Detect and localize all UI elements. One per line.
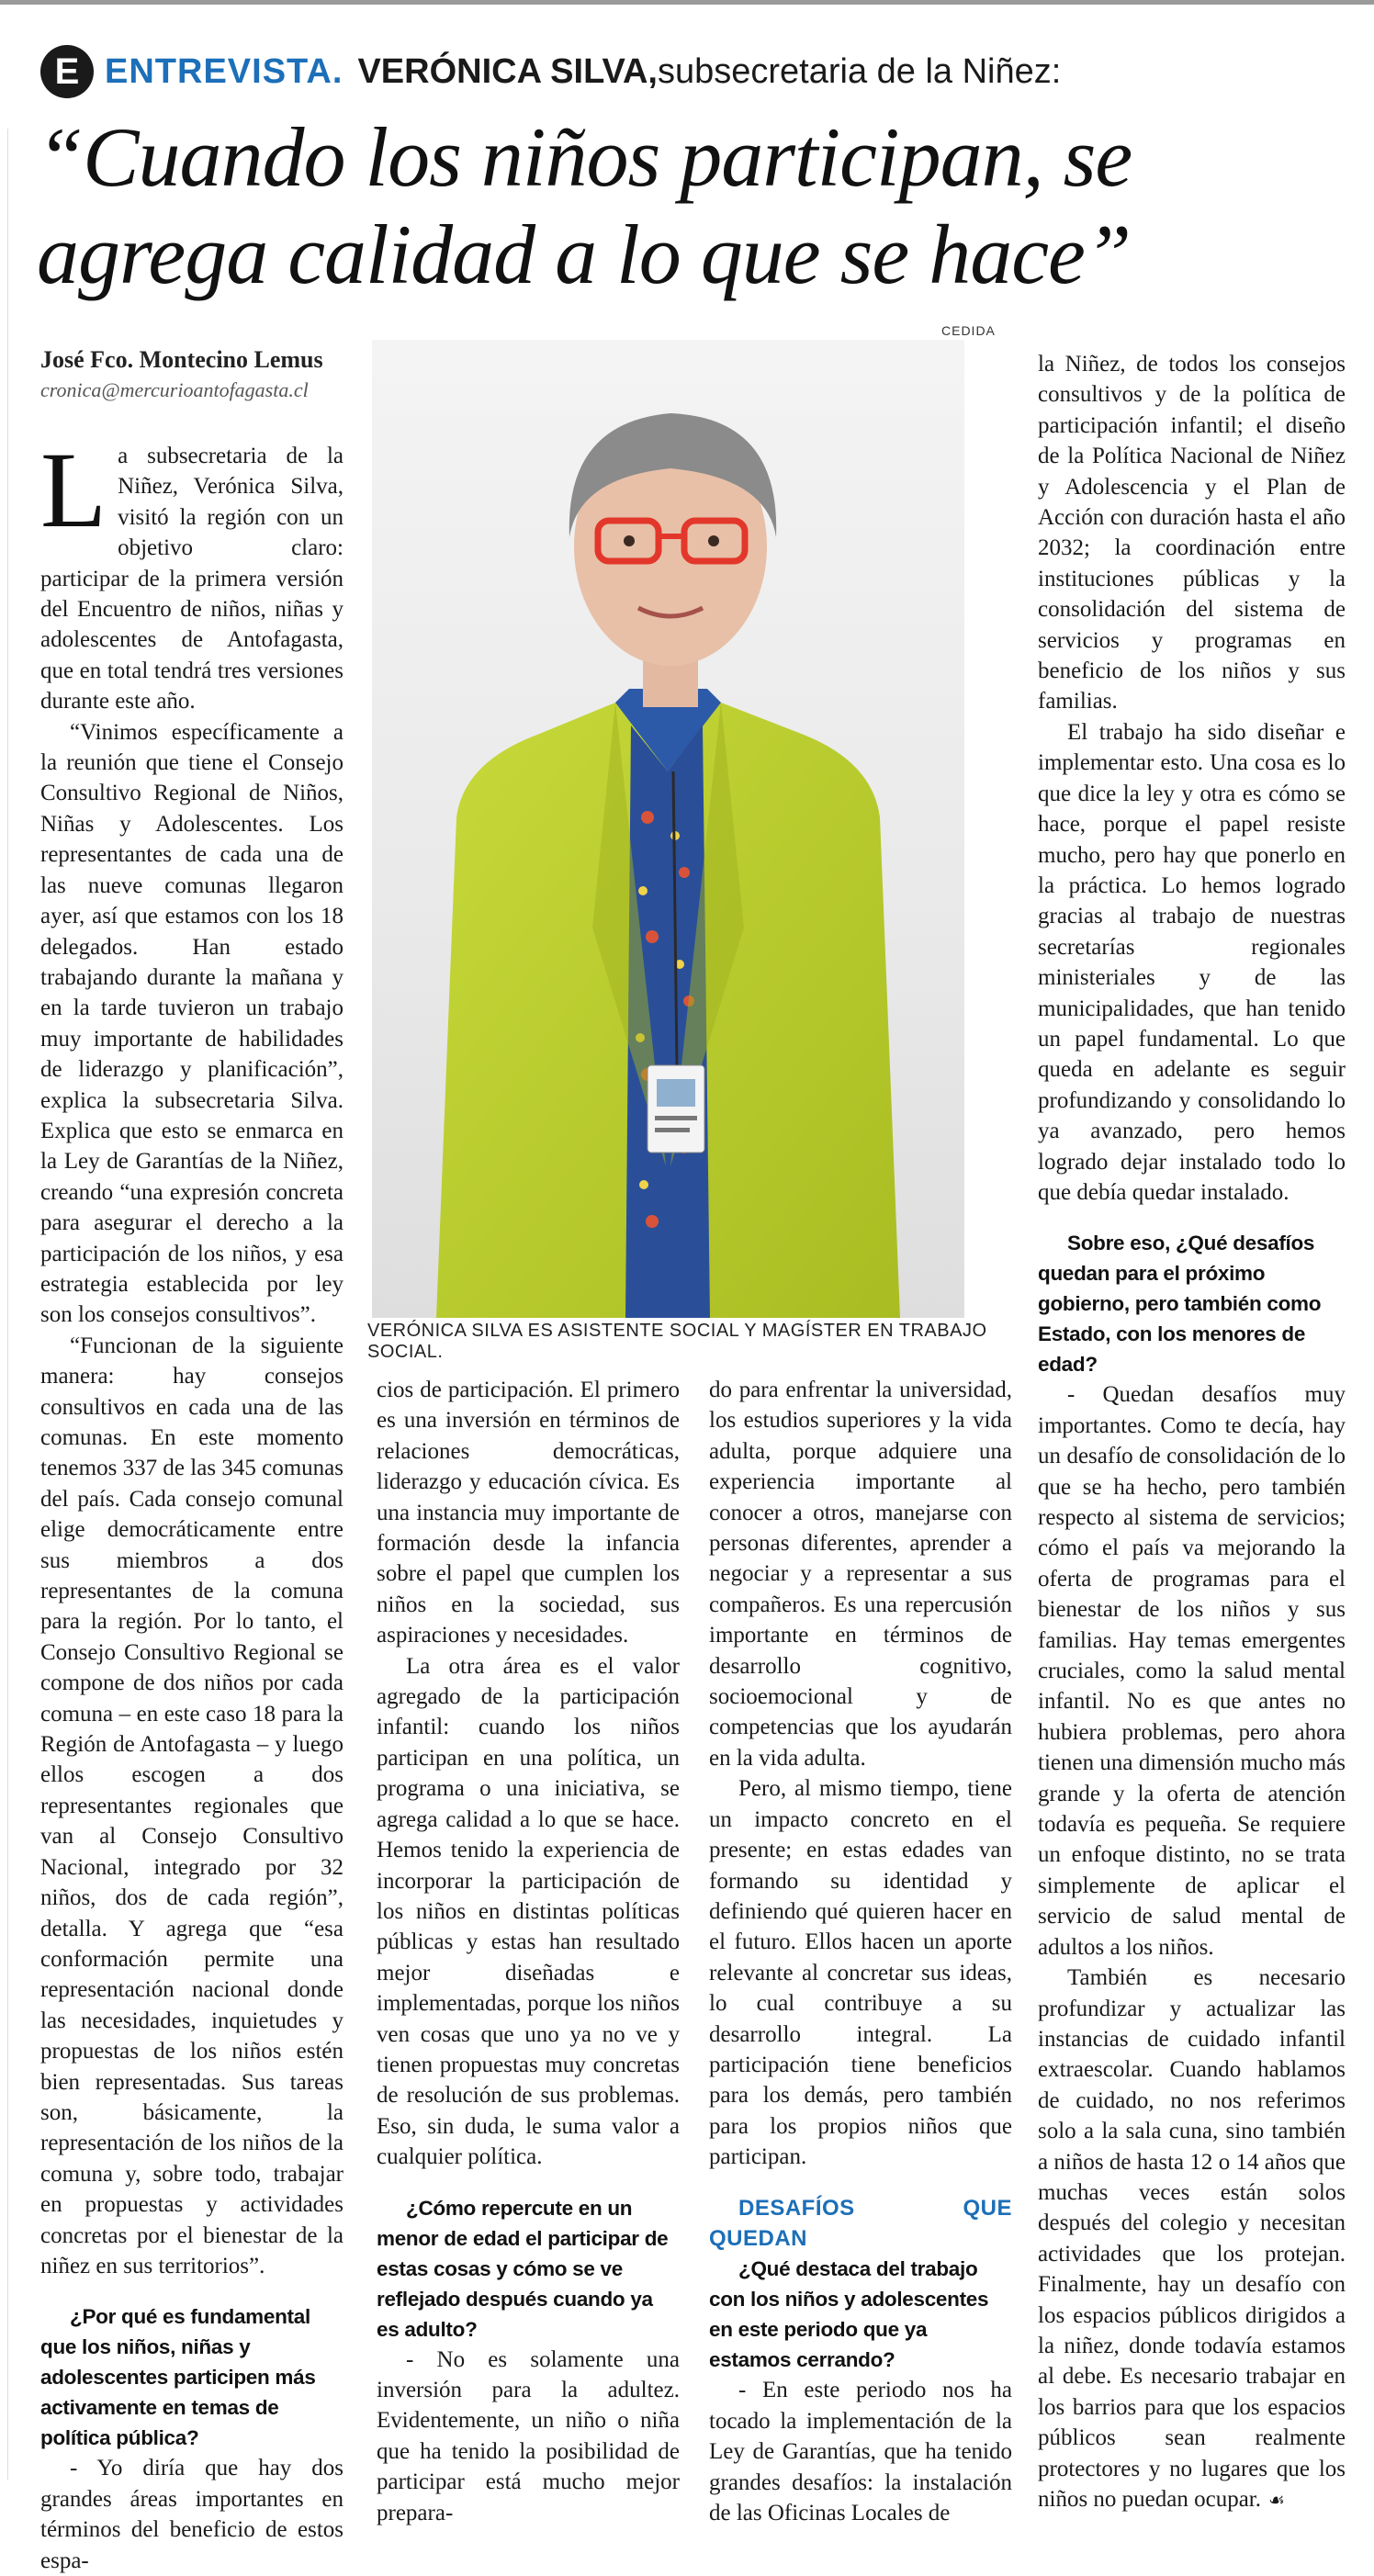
interviewee-name: VERÓNICA SILVA,	[357, 51, 658, 91]
interview-question: ¿Por qué es fundamental que los niños, niñas y adolescentes participen más activamente en temas de política pública?	[40, 2305, 316, 2450]
paragraph: “Vinimos específicamente a la reunión que tiene el Consejo Consultivo Regional de Niños, Niñas y Adolescentes. Los representantes de cada una de las nueve comunas llegaron ayer, así que estamos con los 18 delegados. Han estado trabajando durante la mañana y en la tarde tuvieron un trabajo muy importante de habilidades de liderazgo y planificación”, explica la subsecretaria Silva. Explica que esto se enmarca en la Ley de Garantías de la Niñez, creando “una expresión concreta para asegurar el derecho a la participación de los niños, y esa estrategia establecida por ley son los consejos consultivos”.	[40, 719, 344, 1328]
interview-question: ¿Cómo repercute en un menor de edad el participar de estas cosas y cómo se ve reflejado después cuando ya es adulto?	[377, 2196, 669, 2341]
photo-caption: VERÓNICA SILVA ES ASISTENTE SOCIAL Y MAGÍSTER EN TRABAJO SOCIAL.	[367, 1321, 987, 1362]
headline: “Cuando los niños participan, se agrega calidad a lo que se hace”	[37, 110, 1132, 301]
lead-paragraph	[40, 430, 344, 717]
drop-cap: L	[40, 430, 107, 550]
article-column-4	[1038, 349, 1346, 2515]
top-rule	[0, 0, 1374, 5]
article-column-1	[40, 430, 344, 2576]
paragraph: Pero, al mismo tiempo, tiene un impacto concreto en el presente; en estas edades van formando su identidad y definiendo qué quieren hacer en el futuro. Ellos hacen un aporte relevante al concretar sus ideas, lo cual contribuye a su desarrollo integral. La participación tiene beneficios para los demás, pero también para los propios niños que participan.	[709, 1776, 1012, 2170]
paragraph: la Niñez, de todos los consejos consultivos y de la política de participación infantil; el diseño de la Política Nacional de Niñez y Adolescencia y el Plan de Acción con duración hasta el año 2032; la coordinación entre instituciones públicas y la consolidación del sistema de servicios y programas en beneficio de los niños y sus familias.	[1038, 352, 1346, 714]
section-badge: E	[40, 45, 94, 98]
paragraph: cios de participación. El primero es una inversión en términos de relaciones democráticas, liderazgo y educación cívica. Es una instancia muy importante de formación desde la infancia sobre el papel que cumplen los niños en la sociedad, sus aspiraciones y necesidades.	[377, 1378, 680, 1648]
paragraph: - En este periodo nos ha tocado la implementación de la Ley de Garantías, que ha tenido grandes desafíos: la instalación de las Oficinas Locales de	[709, 2378, 1012, 2525]
closing-text: También es necesario profundizar y actualizar las instancias de cuidado infantil extraescolar. Cuando hablamos de cuidado, no nos referimos solo a la sala cuna, sino también a niños de hasta 12 o 14 años que muchas veces están solos después del colegio y necesitan actividades que los protejan. Finalmente, hay un desafío con los espacios públicos dirigidos a la niñez, donde todavía estamos al debe. Es necesario trabajar en los barrios para que los espacios públicos sean realmente protectores y no lugares que los niños no puedan ocupar.	[1038, 1965, 1346, 2512]
article-column-3	[709, 1375, 1012, 2528]
paragraph: - Yo diría que hay dos grandes áreas importantes en términos del beneficio de estos espa-	[40, 2456, 344, 2573]
paragraph	[1038, 1963, 1346, 2515]
paragraph: La otra área es el valor agregado de la participación infantil: cuando los niños participan en una política, un programa o una iniciativa, se agrega calidad a lo que se hace. Hemos tenido la experiencia de incorporar la participación de los niños en distintas políticas públicas y estas han resultado mejor diseñadas e implementadas, porque los niños ven cosas que uno ya no ve y tienen propuestas muy concretas de resolución de sus problemas. Eso, sin duda, le suma valor a cualquier política.	[377, 1653, 680, 2170]
subheading: DESAFÍOS QUE QUEDAN	[709, 2195, 1012, 2251]
adjacent-page-edge	[0, 129, 8, 2480]
portrait-illustration	[372, 340, 964, 1318]
lead-text: a subsecretaria de la Niñez, Verónica Silva, visitó la región con un objetivo claro: participar de la primera versión del Encuentro de niños, niñas y adolescentes de Antofagasta, que en total tendrá tres versiones durante este año.	[40, 444, 344, 714]
interview-question: Sobre eso, ¿Qué desafíos quedan para el próximo gobierno, pero también como Estado, con los menores de edad?	[1038, 1232, 1322, 1377]
interview-question: ¿Qué destaca del trabajo con los niños y adolescentes en este periodo que ya estamos cerrando?	[709, 2257, 989, 2372]
byline-author: José Fco. Montecino Lemus	[40, 346, 323, 373]
portrait-photo	[372, 340, 964, 1318]
paragraph: “Funcionan de la siguiente manera: hay consejos consultivos en cada una de las comunas. En este momento tenemos 337 de las 345 comunas del país. Cada consejo comunal elige democráticamente entre sus miembros a dos representantes de la comuna para la región. Por lo tanto, el Consejo Consultivo Regional se compone de dos niños por cada comuna – en este caso 18 para la Región de Antofagasta – y luego ellos escogen a dos representantes regionales que van al Consejo Consultivo Nacional, integrado por 32 niños, dos de cada región”, detalla. Y agrega que “esa conformación permite una representación nacional donde las necesidades, inquietudes y propuestas de los niños estén bien representadas. Sus tareas son, básicamente, la representación de los niños de la comuna y, sobre todo, trabajar en propuestas y actividades concretas por el bienestar de la niñez en sus territorios”.	[40, 1333, 344, 2278]
article-column-2	[377, 1375, 680, 2528]
paragraph: - Quedan desafíos muy importantes. Como te decía, hay un desafío de consolidación de lo que se ha hecho, pero también respecto al sistema de servicios; cómo el país va mejorando la oferta de programas para el bienestar de los niños y sus familias. Hay temas emergentes cruciales, como la salud mental infantil. No es que antes no hubiera problemas, pero ahora tienen una dimensión mucho más grande y la oferta de atención todavía es pequeña. Se requiere un enfoque distinto, no se trata simplemente de aplicar el servicio de salud mental de adultos a los niños.	[1038, 1382, 1346, 1960]
interviewee-role: subsecretaria de la Niñez:	[657, 51, 1062, 91]
paragraph: - No es solamente una inversión para la adultez. Evidentemente, un niño o niña que ha tenido la posibilidad de participar está mucho mejor prepara-	[377, 2346, 680, 2525]
photo-credit: CEDIDA	[941, 323, 996, 338]
paragraph: do para enfrentar la universidad, los estudios superiores y la vida adulta, porque adquiere una experiencia importante al conocer a otros, manejarse con personas diferentes, aprender a negociar y a representar a sus compañeros. Es una repercusión importante en términos de desarrollo cognitivo, socioemocional y de competencias que los ayudarán en la vida adulta.	[709, 1378, 1012, 1771]
paragraph: El trabajo ha sido diseñar e implementar esto. Una cosa es lo que dice la ley y otra es cómo se hace, porque el papel resiste mucho, pero hay que ponerlo en la práctica. Lo hemos logrado gracias al trabajo de nuestras secretarías regionales ministeriales y de las municipalidades, que han tenido un papel fundamental. Lo que queda en adelante es seguir profundizando y consolidando lo ya avanzado, pero hemos logrado dejar instalado todo lo que debía quedar instalado.	[1038, 719, 1346, 1205]
section-label: ENTREVISTA.	[105, 51, 344, 91]
kicker	[40, 44, 1061, 99]
byline-email: cronica@mercurioantofagasta.cl	[40, 378, 309, 401]
end-of-article-icon: ☙	[1268, 2489, 1285, 2511]
